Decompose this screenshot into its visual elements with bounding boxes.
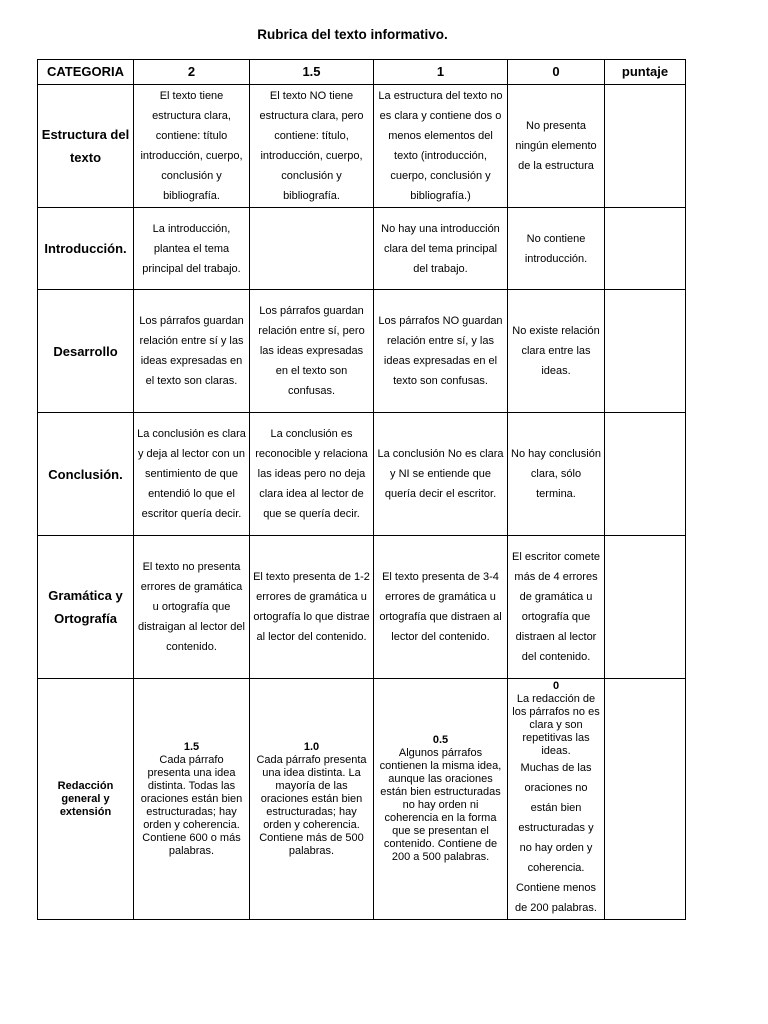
criterion-cell — [250, 208, 374, 290]
document-title: Rubrica del texto informativo. — [257, 27, 448, 42]
puntaje-cell — [605, 208, 686, 290]
criterion-cell: No existe relación clara entre las ideas. — [508, 290, 605, 413]
header-puntaje: puntaje — [605, 60, 686, 85]
criterion-cell — [250, 679, 374, 920]
table-row-gramatica — [38, 536, 686, 679]
puntaje-cell — [605, 85, 686, 208]
criterion-cell: La estructura del texto no es clara y contiene dos o menos elementos del texto (introducción, cuerpo, conclusión y bibliografía.) — [374, 85, 508, 208]
criterion-cell: Los párrafos guardan relación entre sí y las ideas expresadas en el texto son claras. — [134, 290, 250, 413]
category-cell: Gramática y Ortografía — [38, 536, 134, 679]
criterion-cell: El escritor comete más de 4 errores de gramática u ortografía que distraen al lector del contenido. — [508, 536, 605, 679]
table-row-desarrollo — [38, 290, 686, 413]
criterion-text: Cada párrafo presenta una idea distinta. Todas las oraciones están bien estructuradas; hay orden y coherencia. Contiene 600 o más palabras. — [140, 753, 243, 857]
criterion-cell: No hay conclusión clara, sólo termina. — [508, 413, 605, 536]
criterion-cell: No presenta ningún elemento de la estructura — [508, 85, 605, 208]
header-categoria: CATEGORIA — [38, 60, 134, 85]
criterion-cell: Los párrafos guardan relación entre sí, pero las ideas expresadas en el texto son confusas. — [250, 290, 374, 413]
header-score-2: 2 — [134, 60, 250, 85]
table-row-redaccion — [38, 679, 686, 920]
rubric-table — [37, 59, 686, 920]
puntaje-cell — [605, 413, 686, 536]
header-row — [38, 60, 686, 85]
score-label: 1.5 — [183, 740, 200, 753]
criterion-cell: La introducción, plantea el tema principal del trabajo. — [134, 208, 250, 290]
criterion-cell — [508, 679, 605, 920]
criterion-cell: Los párrafos NO guardan relación entre sí, y las ideas expresadas en el texto son confusas. — [374, 290, 508, 413]
score-label: 0.5 — [432, 734, 449, 746]
category-cell: Estructura del texto — [38, 85, 134, 208]
criterion-cell: La conclusión es reconocible y relaciona las ideas pero no deja clara idea al lector de que se quería decir. — [250, 413, 374, 536]
score-label: 1.0 — [303, 740, 320, 753]
criterion-cell — [374, 679, 508, 920]
category-cell: Conclusión. — [38, 413, 134, 536]
category-cell: Introducción. — [38, 208, 134, 290]
criterion-text: La redacción de los párrafos no es clara y son repetitivas las ideas. — [512, 693, 600, 757]
category-cell: Desarrollo — [38, 290, 134, 413]
criterion-cell: El texto presenta de 3-4 errores de gramática u ortografía que distraen al lector del contenido. — [374, 536, 508, 679]
header-score-1: 1 — [374, 60, 508, 85]
criterion-text: Cada párrafo presenta una idea distinta. La mayoría de las oraciones están bien estructuradas; hay orden y coherencia. Contiene más de 500 palabras. — [256, 753, 367, 857]
table-row-introduccion — [38, 208, 686, 290]
puntaje-cell — [605, 536, 686, 679]
criterion-cell: El texto NO tiene estructura clara, pero contiene: título, introducción, cuerpo, conclusión y bibliografía. — [250, 85, 374, 208]
criterion-text: Algunos párrafos contienen la misma idea, aunque las oraciones están bien estructuradas no hay orden ni coherencia en la forma que se presentan el contenido. Contiene de 200 a 500 palabras. — [379, 747, 502, 863]
criterion-cell: El texto tiene estructura clara, contiene: título introducción, cuerpo, conclusión y bibliografía. — [134, 85, 250, 208]
category-cell: Redacción general y extensión — [38, 679, 134, 920]
criterion-cell — [134, 679, 250, 920]
header-score-0: 0 — [508, 60, 605, 85]
table-row-estructura — [38, 85, 686, 208]
header-score-1-5: 1.5 — [250, 60, 374, 85]
score-label: 0 — [552, 680, 560, 692]
criterion-cell: La conclusión No es clara y NI se entiende que quería decir el escritor. — [374, 413, 508, 536]
table-row-conclusion — [38, 413, 686, 536]
puntaje-cell — [605, 290, 686, 413]
criterion-cell: No hay una introducción clara del tema principal del trabajo. — [374, 208, 508, 290]
criterion-cell: El texto no presenta errores de gramática u ortografía que distraigan al lector del contenido. — [134, 536, 250, 679]
puntaje-cell — [605, 679, 686, 920]
criterion-cell: No contiene introducción. — [508, 208, 605, 290]
criterion-text: Muchas de las oraciones no están bien estructuradas y no hay orden y coherencia. Contiene menos de 200 palabras. — [515, 762, 597, 914]
criterion-cell: El texto presenta de 1-2 errores de gramática u ortografía lo que distrae al lector del contenido. — [250, 536, 374, 679]
criterion-cell: La conclusión es clara y deja al lector con un sentimiento de que entendió lo que el escritor quería decir. — [134, 413, 250, 536]
